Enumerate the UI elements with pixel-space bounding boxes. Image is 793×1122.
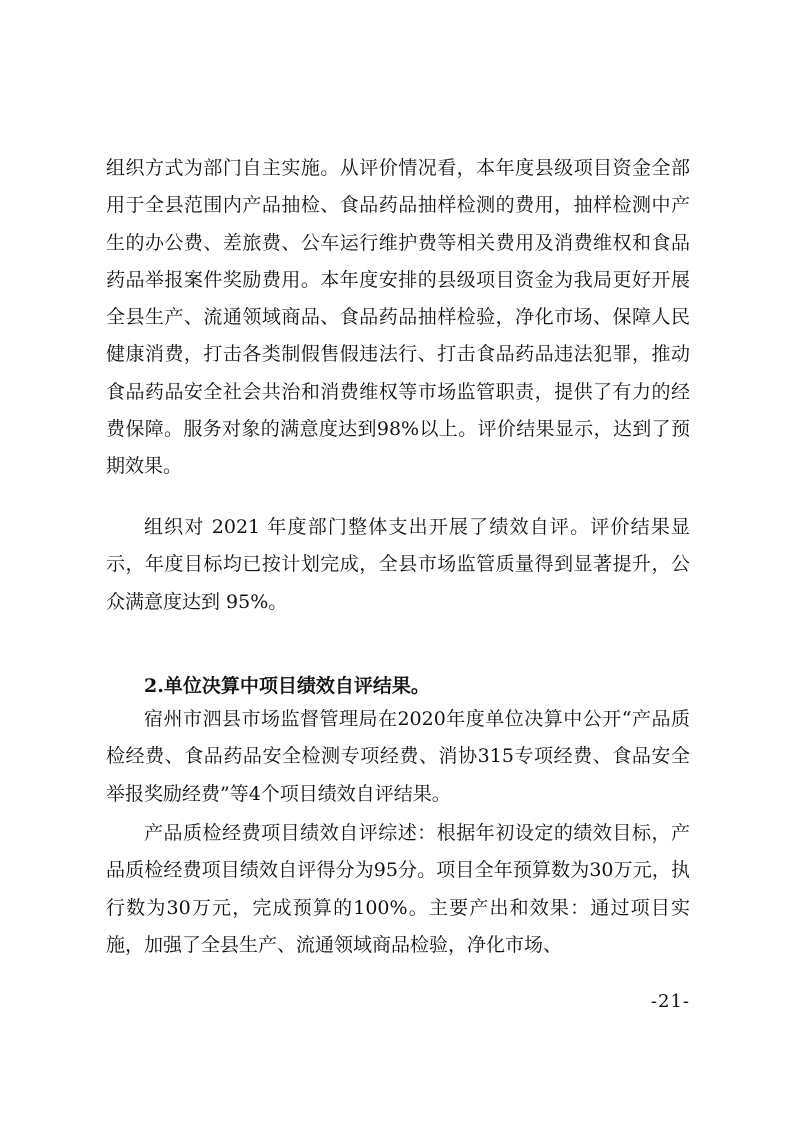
paragraph-quality-inspection: 产品质检经费项目绩效自评综述：根据年初设定的绩效目标，产品质检经费项目绩效自评得分为95分。项目全年预算数为30万元，执行数为30万元，完成预算的100%。主要产出和效果：通过项目实施，加强了全县生产、流通领域商品检验，净化市场、 [106,822,690,956]
page-number: -21- [650,991,690,1012]
paragraph-overall-expenditure: 组织对 2021 年度部门整体支出开展了绩效自评。评价结果显示，年度目标均已按计划完成，全县市场监管质量得到显著提升，公众满意度达到 95%。 [106,516,690,613]
section-heading: 2.单位决算中项目绩效自评结果。 [144,675,430,697]
paragraph-project-results: 宿州市泗县市场监督管理局在2020年度单位决算中公开“产品质检经费、食品药品安全检测专项经费、消协315专项经费、食品安全举报奖励经费”等4个项目绩效自评结果。 [106,708,690,805]
paragraph-evaluation-summary: 组织方式为部门自主实施。从评价情况看，本年度县级项目资金全部用于全县范围内产品抽检、食品药品抽样检测的费用，抽样检测中产生的办公费、差旅费、公车运行维护费等相关费用及消费维权和食品药品举报案件奖励费用。本年度安排的县级项目资金为我局更好开展全县生产、流通领域商品、食品药品抽样检验，净化市场、保障人民健康消费，打击各类制假售假违法行、打击食品药品违法犯罪，推动食品药品安全社会共治和消费维权等市场监管职责，提供了有力的经费保障。服务对象的满意度达到98%以上。评价结果显示，达到了预期效果。 [106,157,690,478]
